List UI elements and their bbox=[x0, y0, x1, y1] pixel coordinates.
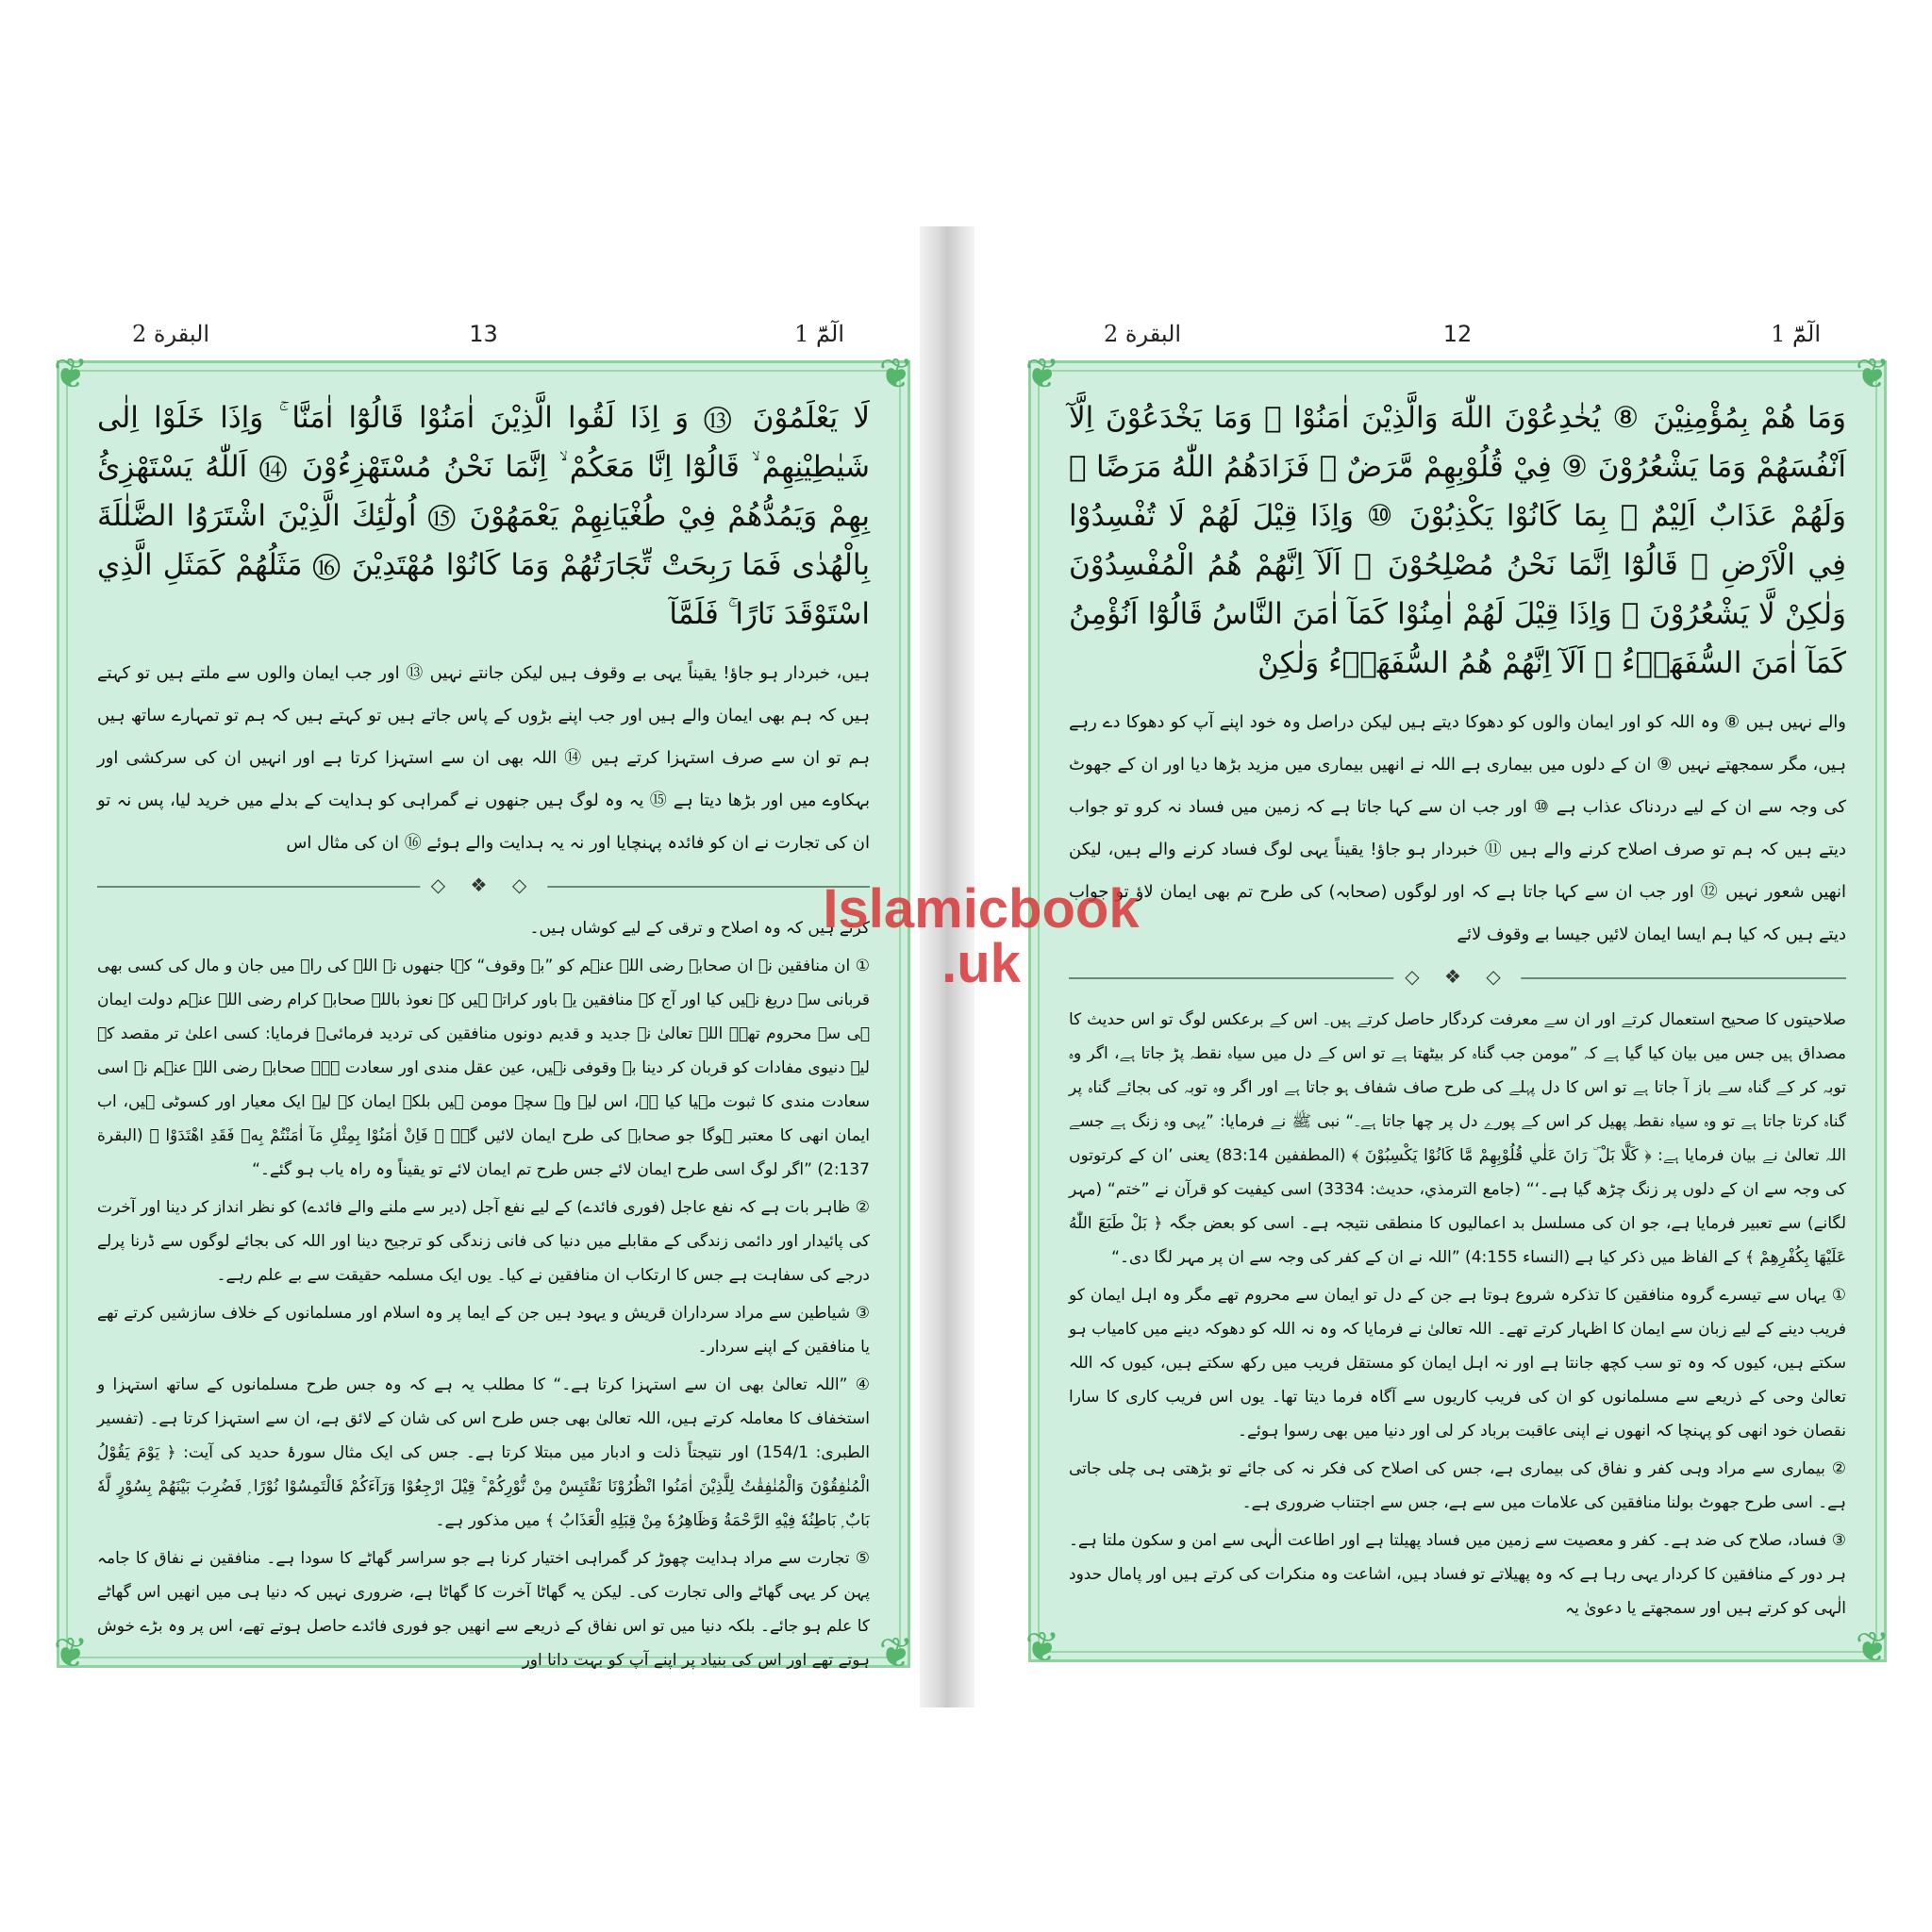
page-header bbox=[1028, 321, 1887, 360]
page-13 bbox=[53, 321, 914, 1677]
commentary-continuation: صلاحیتوں کا صحیح استعمال کرتے اور ان سے معرفت کردگار حاصل کرتے ہیں۔ اس کے برعکس لوگ تو اس حدیث کا مصداق ہیں جس میں بیان کیا گیا ہے کہ ”مومن جب گناہ کر بیٹھتا ہے تو اس کے دل میں سیاہ نقطہ پڑ جاتا ہے، اگر وہ توبہ کر کے گناہ سے باز آ جاتا ہے تو اس کا دل پہلے کی طرح صاف شفاف ہو جاتا ہے اور اگر وہ توبہ کی بجائے گناہ پر گناہ کرتا جاتا ہے تو وہ سیاہ نقطہ پھیل کر اس کے پورے دل پر چھا جاتا ہے۔“ نبی ﷺ نے فرمایا: ”یہی وہ زنگ ہے جسے اللہ تعالیٰ نے بیان فرمایا ہے: ﴿ كَلَّا بَلْ ۜ رَانَ عَلٰي قُلُوْبِهِمْ مَّا كَانُوْا يَكْسِبُوْنَ ﴾ (المطففين 83:14) یعنی ’ان کے کرتوتوں کی وجہ سے ان کے دلوں پر زنگ چڑھ گیا ہے۔‘“ (جامع الترمذي، حديث: 3334) اسی کیفیت کو قرآن نے ”ختم“ (مہر لگانے) سے تعبیر فرمایا ہے، جو ان کی مسلسل بد اعمالیوں کا منطقی نتیجہ ہے۔ اسی کو بعض جگہ ﴿ بَلْ طَبَعَ اللّٰهُ عَلَيْهَا بِكُفْرِهِمْ ﴾ کے الفاظ میں ذکر کیا ہے (النساء 4:155) ”اللہ نے ان کے کفر کی وجہ سے ان پر مہر لگا دی۔“ bbox=[1069, 1010, 1846, 1267]
corner-ornament-icon: ❦ bbox=[878, 350, 914, 398]
corner-ornament-icon: ❦ bbox=[1024, 1624, 1060, 1672]
commentary-note-2: ② بیماری سے مراد وہی کفر و نفاق کی بیماری ہے، جس کی اصلاح کی فکر نہ کی جائے تو بڑھتی ہی چلی جاتی ہے۔ اسی طرح جھوٹ بولنا منافقین کی علامات میں سے ہے، جس سے اجتناب ضروری ہے۔ bbox=[1069, 1459, 1846, 1512]
page-number: 13 bbox=[469, 321, 498, 347]
commentary-intro: کرتے ہیں کہ وہ اصلاح و ترقی کے لیے کوشاں ہیں۔ bbox=[529, 919, 870, 938]
divider-ornament-icon: ◇ ❖ ◇ bbox=[420, 874, 547, 896]
content-panel bbox=[53, 350, 914, 1677]
corner-ornament-icon: ❦ bbox=[1855, 350, 1890, 398]
surah-label: البقرة 2 bbox=[1104, 321, 1182, 347]
commentary-note-3: ③ شیاطین سے مراد سرداران قریش و یہود ہیں جن کے ایما پر وہ اسلام اور مسلمانوں کے خلاف سازشیں کرتے تھے یا منافقین کے اپنے سردار۔ bbox=[97, 1304, 870, 1357]
commentary-note-4: ④ ”اللہ تعالیٰ بھی ان سے استہزا کرتا ہے۔“ کا مطلب یہ ہے کہ وہ جس طرح مسلمانوں کے ساتھ استہزا و استخفاف کا معاملہ کرتے ہیں، اللہ تعالیٰ بھی جس طرح اس کی شان کے لائق ہے، ان سے استہزا کرتا ہے۔ (تفسیر الطبری: 154/1) اور نتیجتاً ذلت و ادبار میں مبتلا کرتا ہے۔ جس کی ایک مثال سورۂ حدید کی آیت: ﴿ يَوْمَ يَقُوْلُ الْمُنٰفِقُوْنَ وَالْمُنٰفِقٰتُ لِلَّذِيْنَ اٰمَنُوا انْظُرُوْنَا نَقْتَبِسْ مِنْ نُّوْرِكُمْ ۚ قِيْلَ ارْجِعُوْا وَرَآءَكُمْ فَالْتَمِسُوْا نُوْرًا ۭ فَضُرِبَ بَيْنَهُمْ بِسُوْرٍ لَّهٗ بَابٌ ۭ بَاطِنُهٗ فِيْهِ الرَّحْمَةُ وَظَاهِرُهٗ مِنْ قِبَلِهِ الْعَذَابُ ﴾ میں مذکور ہے۔ bbox=[97, 1375, 870, 1530]
urdu-translation: والے نہیں ہیں ⑧ وہ اللہ کو اور ایمان والوں کو دھوکا دیتے ہیں لیکن دراصل وہ خود اپنے آپ کو دھوکا دے رہے ہیں، مگر سمجھتے نہیں ⑨ ان کے دلوں میں بیماری ہے اللہ نے انھیں بیماری میں مزید بڑھا دیا اور ان کے جھوٹ کی وجہ سے ان کے لیے دردناک عذاب ہے ⑩ اور جب ان سے کہا جاتا ہے کہ زمین میں فساد نہ کرو تو جواب دیتے ہیں کہ ہم تو صرف اصلاح کرنے والے ہیں ⑪ خبردار ہو جاؤ! یقیناً یہی لوگ فساد کرنے والے ہیں، لیکن انھیں شعور نہیں ⑫ اور جب ان سے کہا جاتا ہے کہ اور لوگوں (صحابہ) کی طرح تم بھی ایمان لاؤ تو جواب دیتے ہیں کہ کیا ہم ایسا ایمان لائیں جیسا بے وقوف لائے bbox=[1069, 712, 1846, 944]
juz-label: الٓمّٓ 1 bbox=[794, 321, 844, 347]
arabic-verses: لَا يَعْلَمُوْنَ ⑬ وَ اِذَا لَقُوا الَّذِيْنَ اٰمَنُوْا قَالُوْٓا اٰمَنَّا ۚ وَاِذَا خَلَوْا اِلٰى شَيٰطِيْنِهِمْ ۙ قَالُوْٓا اِنَّا مَعَكُمْ ۙ اِنَّمَا نَحْنُ مُسْتَهْزِءُوْنَ ⑭ اَللّٰهُ يَسْتَهْزِئُ بِهِمْ وَيَمُدُّهُمْ فِيْ طُغْيَانِهِمْ يَعْمَهُوْنَ ⑮ اُولٰٓئِكَ الَّذِيْنَ اشْتَرَوُا الضَّلٰلَةَ بِالْهُدٰى فَمَا رَبِحَتْ تِّجَارَتُهُمْ وَمَا كَانُوْا مُهْتَدِيْنَ ⑯ مَثَلُهُمْ كَمَثَلِ الَّذِي اسْتَوْقَدَ نَارًا ۚ فَلَمَّآ bbox=[97, 401, 870, 631]
corner-ornament-icon: ❦ bbox=[1024, 350, 1060, 398]
watermark bbox=[792, 878, 1170, 994]
content-panel bbox=[1024, 350, 1890, 1672]
page-12 bbox=[1024, 321, 1890, 1672]
juz-label: الٓمّٓ 1 bbox=[1771, 321, 1821, 347]
commentary-note-2: ② ظاہر بات ہے کہ نفع عاجل (فوری فائدے) کے لیے نفع آجل (دیر سے ملنے والے فائدے) کو نظر انداز کر دینا اور آخرت کی پائیدار اور دائمی زندگی کے مقابلے میں دنیا کی فانی زندگی کو ترجیح دینا اور اللہ کی بجائے لوگوں سے ڈرنا پرلے درجے کی سفاہت ہے جس کا ارتکاب ان منافقین نے کیا۔ یوں ایک مسلمہ حقیقت سے بے علم رہے۔ bbox=[97, 1198, 870, 1285]
corner-ornament-icon: ❦ bbox=[53, 350, 89, 398]
section-divider bbox=[1069, 961, 1846, 995]
section-divider bbox=[97, 870, 870, 904]
commentary-note-1: ① ان منافقین نے ان صحابہ رضی اللہ عنہم کو ”بے وقوف“ کہا جنھوں نے اللہ کی راہ میں جان و مال کی کسی بھی قربانی سے دریغ نہیں کیا اور آج کے منافقین یہ باور کراتے ہیں کہ نعوذ باللہ صحابۂ کرام رضی اللہ عنہم دولت ایمان ہی سے محروم تھے۔ اللہ تعالیٰ نے جدید و قدیم دونوں منافقین کی تردید فرمائی۔ فرمایا: کسی اعلیٰ تر مقصد کے لیے دنیوی مفادات کو قربان کر دینا بے وقوفی نہیں، عین عقل مندی اور سعادت ہے۔ صحابہ رضی اللہ عنہم نے اسی سعادت مندی کا ثبوت مہیا کیا ہے، اس لیے وہ سچے مومن ہیں بلکہ ایمان کے لیے ایک معیار اور کسوٹی ہیں، اب ایمان انھی کا معتبر ہوگا جو صحابہ کی طرح ایمان لائیں گے۔ ﴿ فَاِنْ اٰمَنُوْا بِمِثْلِ مَآ اٰمَنْتُمْ بِهٖ فَقَدِ اهْتَدَوْا ﴾ (البقرة 2:137) ”اگر لوگ اسی طرح ایمان لائے جس طرح تم ایمان لائے تو یقیناً وہ راہ یاب ہو گئے۔“ bbox=[97, 957, 870, 1179]
divider-ornament-icon: ◇ ❖ ◇ bbox=[1393, 965, 1521, 988]
corner-ornament-icon: ❦ bbox=[878, 1629, 914, 1677]
commentary-note-3: ③ فساد، صلاح کی ضد ہے۔ کفر و معصیت سے زمین میں فساد پھیلتا ہے اور اطاعت الٰہی سے امن و سکون ملتا ہے۔ ہر دور کے منافقین کا کردار یہی رہا ہے کہ وہ پھیلاتے تو فساد ہیں، اشاعت وہ منکرات کی کرتے ہیں اور پامال حدود الٰہی کو کرتے ہیں اور سمجھتے یا دعویٰ یہ bbox=[1069, 1531, 1846, 1618]
page-number: 12 bbox=[1442, 321, 1473, 347]
watermark-line-2: .uk bbox=[941, 933, 1021, 994]
commentary-note-1: ① یہاں سے تیسرے گروہ منافقین کا تذکرہ شروع ہوتا ہے جن کے دل تو ایمان سے محروم تھے مگر وہ اہل ایمان کو فریب دینے کے لیے زبان سے ایمان کا اظہار کرتے تھے۔ اللہ تعالیٰ نے فرمایا کہ وہ نہ اللہ کو دھوکہ دینے میں کامیاب ہو سکتے ہیں، کیوں کہ وہ تو سب کچھ جانتا ہے اور نہ اہل ایمان کو مستقل فریب میں رکھ سکتے ہیں، کیوں کہ اللہ تعالیٰ وحی کے ذریعے سے مسلمانوں کو ان کی فریب کاریوں سے آگاہ فرما دیتا تھا۔ یوں اس فریب کاری کا سارا نقصان خود انھی کو پہنچا کہ انھوں نے اپنی عاقبت برباد کر لی اور دنیا میں بھی رسوا ہوئے۔ bbox=[1069, 1286, 1846, 1441]
arabic-verses: وَمَا هُمْ بِمُؤْمِنِيْنَ ⑧ يُخٰدِعُوْنَ اللّٰهَ وَالَّذِيْنَ اٰمَنُوْا ۚ وَمَا يَخْدَعُوْنَ اِلَّآ اَنْفُسَهُمْ وَمَا يَشْعُرُوْنَ ⑨ فِيْ قُلُوْبِهِمْ مَّرَضٌ ۙ فَزَادَهُمُ اللّٰهُ مَرَضًا ۚ وَلَهُمْ عَذَابٌ اَلِيْمٌ ۢ بِمَا كَانُوْا يَكْذِبُوْنَ ⑩ وَاِذَا قِيْلَ لَهُمْ لَا تُفْسِدُوْا فِي الْاَرْضِ ۙ قَالُوْٓا اِنَّمَا نَحْنُ مُصْلِحُوْنَ ⑪ اَلَآ اِنَّهُمْ هُمُ الْمُفْسِدُوْنَ وَلٰكِنْ لَّا يَشْعُرُوْنَ ⑫ وَاِذَا قِيْلَ لَهُمْ اٰمِنُوْا كَمَآ اٰمَنَ النَّاسُ قَالُوْٓا اَنُؤْمِنُ كَمَآ اٰمَنَ السُّفَهَاۗءُ ۭ اَلَآ اِنَّهُمْ هُمُ السُّفَهَاۗءُ وَلٰكِنْ bbox=[1069, 401, 1846, 680]
urdu-translation: ہیں، خبردار ہو جاؤ! یقیناً یہی بے وقوف ہیں لیکن جانتے نہیں ⑬ اور جب ایمان والوں سے ملتے ہیں تو کہتے ہیں کہ ہم بھی ایمان والے ہیں اور جب اپنے بڑوں کے پاس جاتے ہیں تو کہتے ہیں کہ ہم تو تمہارے ساتھ ہیں ہم تو ان سے صرف استہزا کرتے ہیں ⑭ اللہ بھی ان سے استہزا کرتا ہے اور انہیں ان کی سرکشی اور بہکاوے میں اور بڑھا دیتا ہے ⑮ یہ وہ لوگ ہیں جنھوں نے گمراہی کو ہدایت کے بدلے میں خرید لیا، پس نہ تو ان کی تجارت نے ان کو فائدہ پہنچایا اور نہ یہ ہدایت والے ہوئے ⑯ ان کی مثال اس bbox=[97, 663, 870, 853]
surah-label: البقرة 2 bbox=[132, 321, 210, 347]
corner-ornament-icon: ❦ bbox=[1855, 1624, 1890, 1672]
commentary-note-5: ⑤ تجارت سے مراد ہدایت چھوڑ کر گمراہی اختیار کرنا ہے جو سراسر گھاٹے کا سودا ہے۔ منافقین نے نفاق کا جامہ پہن کر یہی گھاٹے والی تجارت کی۔ لیکن یہ گھاٹا آخرت کا گھاٹا ہے، ضروری نہیں کہ دنیا ہی میں انھیں اس گھاٹے کا علم ہو جائے۔ بلکہ دنیا میں تو اس نفاق کے ذریعے سے انھیں جو فوری فائدے حاصل ہوتے تھے، اس پر وہ بڑے خوش ہوتے تھے اور اس کی بنیاد پر اپنے آپ کو بہت دانا اور bbox=[97, 1549, 870, 1670]
watermark-line-1: Islamicbook bbox=[823, 878, 1140, 940]
page-header bbox=[57, 321, 910, 360]
corner-ornament-icon: ❦ bbox=[53, 1629, 89, 1677]
